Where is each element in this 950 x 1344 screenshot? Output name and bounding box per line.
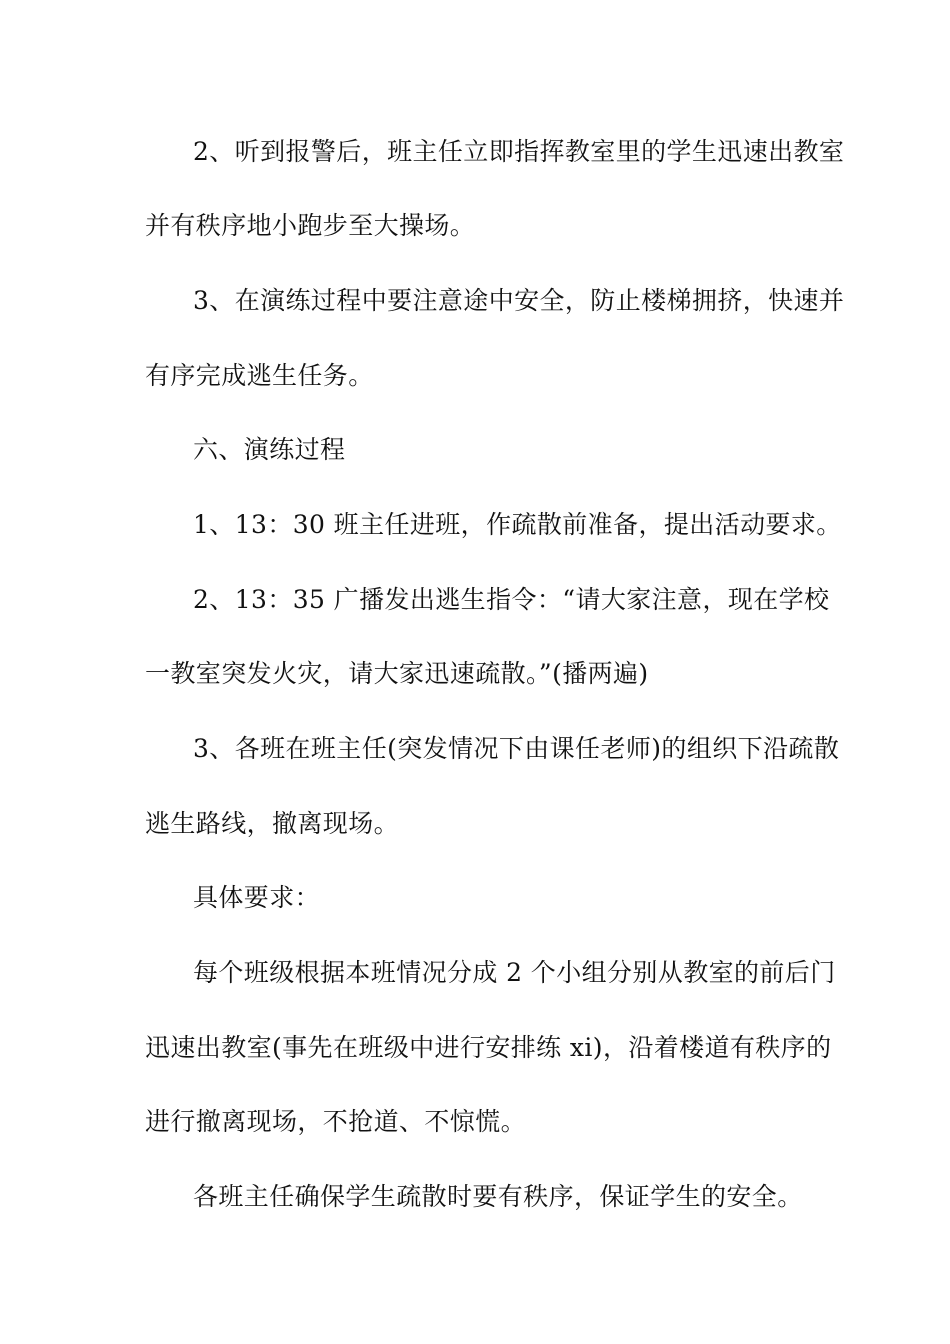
paragraph-line: 并有秩序地小跑步至大操场。	[145, 211, 476, 240]
paragraph-line: 有序完成逃生任务。	[145, 361, 374, 390]
paragraph-line: 2、13：35 广播发出逃生指令：“请大家注意，现在学校	[193, 585, 830, 614]
section-heading: 六、演练过程	[193, 435, 346, 464]
paragraph-line: 各班主任确保学生疏散时要有秩序，保证学生的安全。	[193, 1182, 803, 1211]
paragraph-line: 迅速出教室(事先在班级中进行安排练 xi)，沿着楼道有秩序的	[145, 1033, 832, 1062]
paragraph-line: 2、听到报警后，班主任立即指挥教室里的学生迅速出教室	[193, 137, 845, 166]
paragraph-line: 3、在演练过程中要注意途中安全，防止楼梯拥挤，快速并	[193, 286, 845, 315]
paragraph-line: 逃生路线，撤离现场。	[145, 809, 400, 838]
paragraph-line: 3、各班在班主任(突发情况下由课任老师)的组织下沿疏散	[193, 734, 840, 763]
paragraph-line: 一教室突发火灾，请大家迅速疏散。”(播两遍)	[145, 659, 649, 688]
section-heading: 具体要求：	[193, 883, 321, 912]
paragraph-line: 每个班级根据本班情况分成 2 个小组分别从教室的前后门	[193, 958, 836, 987]
paragraph-line: 1、13：30 班主任进班，作疏散前准备，提出活动要求。	[193, 510, 842, 539]
paragraph-line: 进行撤离现场，不抢道、不惊慌。	[145, 1107, 527, 1136]
